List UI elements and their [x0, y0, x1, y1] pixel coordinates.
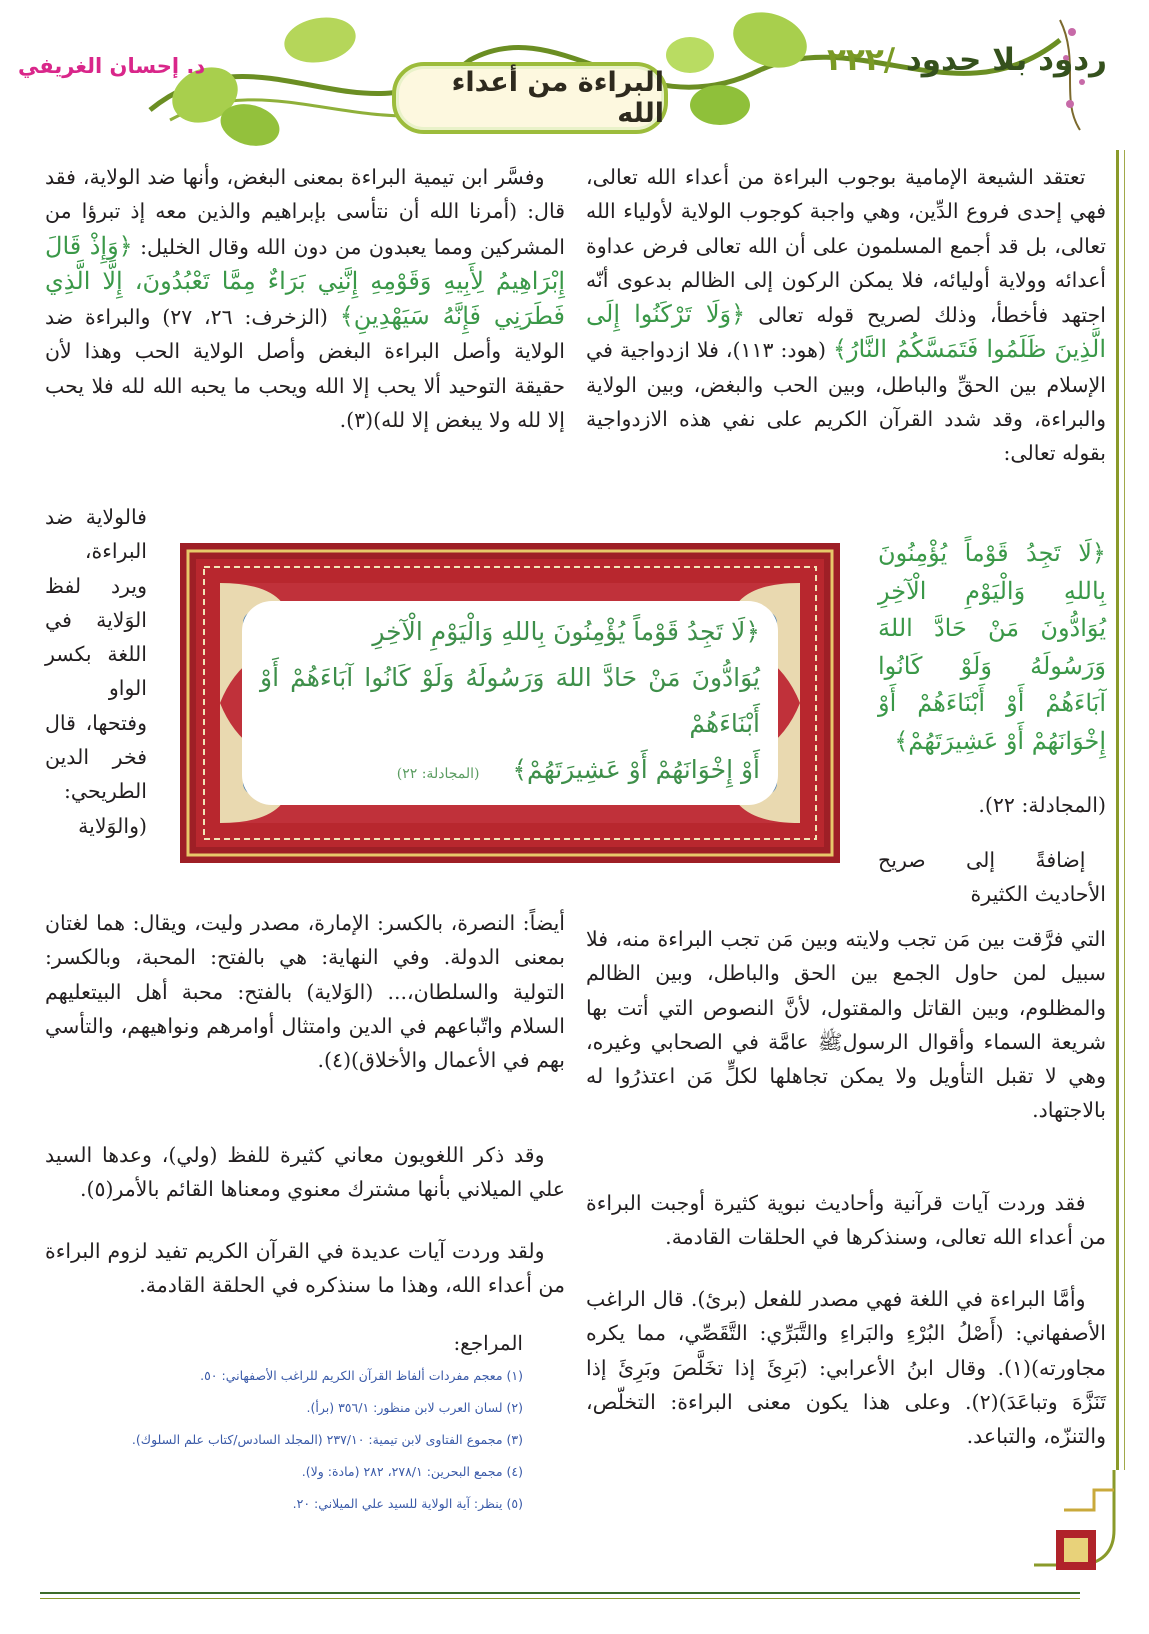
reference-item-4: (٤) مجمع البحرين: ٢٧٨/١، ٢٨٢ (مادة: ولا). [301, 1464, 523, 1479]
right-paragraph-1 [586, 160, 1106, 471]
right-paragraph-2-start-text: إضافةً إلى صريح الأحاديث الكثيرة [878, 848, 1106, 907]
left-paragraph-1-rest: (الزخرف: ٢٦، ٢٧) والبراءة ضد الولاية وأصل البراءة البغض وأصل الولاية الحب وهذا لأن حقيقة التوحيد ألا يحب إلا الله ويحب ما يحبه الله لله فلا يحب إلا لله ولا يبغض إلا لله)(٣). [45, 305, 565, 433]
page-border-right [1116, 150, 1119, 1470]
framed-verse-reference: (المجادلة: ٢٢) [396, 766, 480, 782]
author-name: د. إحسان الغريفي [18, 54, 206, 78]
series-title [827, 42, 1107, 78]
framed-verse-line-3-text: أَوْ إِخْوَانَهُمْ أَوْ عَشِيرَتَهُمْ﴾ [512, 755, 760, 784]
left-paragraph-1-text: وفسَّر ابن تيمية البراءة بمعنى البغض، وأنها ضد الولاية، فقد قال: (أمرنا الله أن نتأسى بإبراهيم والذين معه إذ تبرؤا من المشركين ومما يعبدون من دون الله وقال الخليل: [45, 165, 566, 259]
framed-verse-text-box [242, 601, 778, 805]
right-paragraph-1-text: تعتقد الشيعة الإمامية بوجوب البراءة من أعداء الله تعالى، فهي إحدى فروع الدِّين، وهي واجبة كوجوب الولاية لأولياء الله تعالى، بل قد أجمع المسلمون على أن الله تعالى فرض عداوة أعدائه وولاية أوليائه، فلا يمكن الركون إلى الظالم بدعوى أنّه اجتهد فأخطأ، وذلك لصريح قوله تعالى [586, 165, 1106, 328]
left-paragraph-4-text: ولقد وردت آيات عديدة في القرآن الكريم تفيد لزوم البراءة من أعداء الله، وهذا ما سنذكره في الحلقة القادمة. [45, 1239, 565, 1298]
framed-verse-panel [180, 543, 840, 863]
references-heading: المراجع: [453, 1331, 523, 1355]
quran-verse-hud: ﴿وَلَا تَرْكَنُوا إِلَى الَّذِينَ ظَلَمُوا فَتَمَسَّكُمُ النَّارُ﴾ [586, 300, 1106, 364]
right-paragraph-3 [586, 1186, 1106, 1255]
framed-verse-line-3 [260, 747, 760, 797]
series-name: ردود بلا حدود [905, 42, 1107, 78]
left-side-text: فالولاية ضد البراءة، ويرد لفظ الوَلاية في اللغة بكسر الواو وفتحها، قال فخر الدين الطريحي: (والوَلاية [45, 505, 147, 838]
right-paragraph-1-rest: (هود: ١١٣)، فلا ازدواجية في الإسلام بين الحقِّ والباطل، وبين الحب والبغض، وبين الولاية والبراءة، وقد شدد القرآن الكريم على نفي هذه الازدواجية بقوله تعالى: [586, 338, 1106, 466]
left-paragraph-3-text: وقد ذكر اللغويون معاني كثيرة للفظ (ولي)، وعدها السيد علي الميلاني بأنها مشترك معنوي ومعناها القائم بالأمر(٥). [45, 1143, 565, 1202]
article-title: البراءة من أعداء الله [451, 67, 664, 129]
left-paragraph-1 [45, 160, 565, 437]
reference-item-1: (١) معجم مفردات ألفاظ القرآن الكريم للراغب الأصفهاني: ٥٠. [200, 1368, 523, 1383]
right-paragraph-4-text: وأمَّا البراءة في اللغة فهي مصدر للفعل (برئ). قال الراغب الأصفهاني: (أَصْلُ البُرْءِ والبَراءِ والتَّبَرِّي: التَّقَصِّي، مما يكره مجاورته)(١). وقال ابنُ الأعرابي: (بَرِئَ إذا تخَلَّصَ وبَرِئَ إذا تَنَزَّهَ وتباعَدَ)(٢). وعلى هذا يكون معنى البراءة: التخلّص، والتنزّه، والتباعد. [586, 1287, 1106, 1449]
left-paragraph-3 [45, 1138, 565, 1207]
framed-verse-line-1: ﴿لَا تَجِدُ قَوْماً يُؤْمِنُونَ بِاللهِ وَالْيَوْمِ الْآخِرِ [372, 617, 760, 646]
right-paragraph-2-start [878, 843, 1106, 912]
reference-item-2: (٢) لسان العرب لابن منظور: ٣٥٦/١ (برأ). [306, 1400, 523, 1415]
right-paragraph-2: التي فرَّقت بين مَن تجب ولايته وبين مَن تجب البراءة منه، فلا سبيل لمن حاول الجمع بين الحق والباطل، وبين الظالم والمظلوم، وبين القاتل والمقتول، لأنَّ النصوص التي أتت بها شريعة السماء وأقوال الرسولﷺ عامَّة في الصحابي وغيره، وهي لا تقبل التأويل ولا يمكن تجاهلها لكلٍّ مَن اعتذرُوا له بالاجتهاد. [586, 927, 1106, 1123]
side-quran-reference: (المجادلة: ٢٢). [978, 793, 1106, 817]
page-border-bottom-inner [40, 1598, 1080, 1599]
reference-item-3: (٣) مجموع الفتاوى لابن تيمية: ٢٣٧/١٠ (المجلد السادس/كتاب علم السلوك). [131, 1432, 523, 1447]
right-paragraph-4 [586, 1282, 1106, 1453]
framed-verse-line-2: يُوَادُّونَ مَنْ حَادَّ اللهَ وَرَسُولَهُ وَلَوْ كَانُوا آبَاءَهُمْ أَوْ أَبْنَاءَهُمْ [260, 663, 760, 738]
left-paragraph-2: أيضاً: النصرة، بالكسر: الإمارة، مصدر وليت، ويقال: هما لغتان بمعنى الدولة. وفي النهاية: هي بالفتح: المحبة، وبالكسر: التولية والسلطان،... (الوَلاية) بالفتح: محبة أهل البيتعليهم السلام واتّباعهم في الدين وامتثال أوامرهم ونواهيهم، والتأسي بهم في الأعمال والأخلاق)(٤). [45, 911, 565, 1073]
side-quran-verse: ﴿لَا تَجِدُ قَوْماً يُؤْمِنُونَ بِاللهِ وَالْيَوْمِ الْآخِرِ يُوَادُّونَ مَنْ حَادَّ اللهَ وَرَسُولَهُ وَلَوْ كَانُوا آبَاءَهُمْ أَوْ أَبْنَاءَهُمْ أَوْ إِخْوَانَهُمْ أَوْ عَشِيرَتَهُمْ﴾ [878, 539, 1106, 755]
reference-item-5: (٥) ينظر: آية الولاية للسيد علي الميلاني: ٢٠. [292, 1496, 523, 1511]
series-number: /٢٢٢ [826, 42, 896, 78]
quran-verse-zukhruf: ﴿وَإِذْ قَالَ إِبْرَاهِيمُ لِأَبِيهِ وَقَوْمِهِ إِنَّنِي بَرَاءٌ مِمَّا تَعْبُدُونَ، إِلَّا الَّذِي فَطَرَنِي فَإِنَّهُ سَيَهْدِينِ﴾ [45, 231, 565, 331]
left-paragraph-4 [45, 1234, 565, 1303]
right-paragraph-3-text: فقد وردت آيات قرآنية وأحاديث نبوية كثيرة أوجبت البراءة من أعداء الله تعالى، وسنذكرها في الحلقات القادمة. [586, 1191, 1106, 1250]
page-border-right-inner [1124, 150, 1125, 1470]
page-border-bottom [40, 1592, 1080, 1594]
title-banner [392, 62, 668, 134]
corner-ornament [1034, 1470, 1124, 1580]
